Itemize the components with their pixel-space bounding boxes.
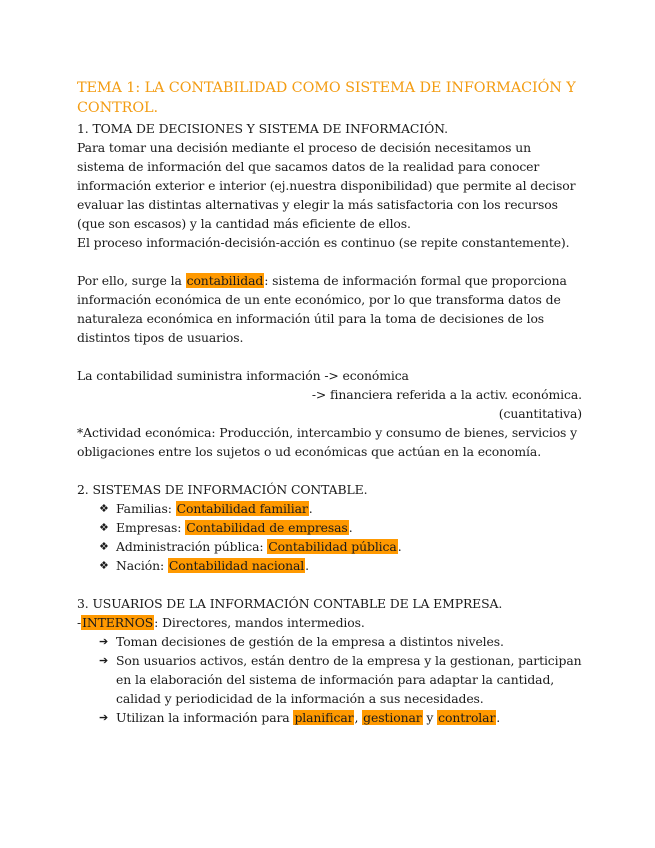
list-item: ❖ Nación: Contabilidad nacional. <box>77 556 582 575</box>
list-item: ❖ Empresas: Contabilidad de empresas. <box>77 518 582 537</box>
section-1-paragraph-3 <box>77 271 582 347</box>
document-title: TEMA 1: LA CONTABILIDAD COMO SISTEMA DE INFORMACIÓN Y CONTROL. <box>77 80 576 116</box>
highlight-contabilidad-publica: Contabilidad pública <box>268 539 397 554</box>
supply-line-financiera: -> financiera referida a la activ. económica. <box>311 387 582 402</box>
highlight-contabilidad-empresas: Contabilidad de empresas <box>186 520 348 535</box>
list-item: ➔ Toman decisiones de gestión de la empresa a distintos niveles. <box>77 632 582 651</box>
highlight-controlar: controlar <box>438 710 496 725</box>
supply-line-economica: La contabilidad suministra información -> económica <box>77 368 409 383</box>
section-3-heading: 3. USUARIOS DE LA INFORMACIÓN CONTABLE DE LA EMPRESA. <box>77 596 503 611</box>
section-2-heading: 2. SISTEMAS DE INFORMACIÓN CONTABLE. <box>77 482 368 497</box>
section-1-heading: 1. TOMA DE DECISIONES Y SISTEMA DE INFORMACIÓN. <box>77 121 448 136</box>
list-item: ➔ Utilizan la información para planificar, gestionar y controlar. <box>77 708 582 727</box>
para3-text-end: : sistema de información formal que proporciona información económica de un ente económico, por lo que transforma datos de naturaleza económica en información útil para la toma de decisiones de los distintos tipos de usuarios. <box>77 273 567 345</box>
highlight-contabilidad-familiar: Contabilidad familiar <box>176 501 308 516</box>
economic-activity-note: *Actividad económica: Producción, intercambio y consumo de bienes, servicios y obligaciones entre los sujetos o ud económicas que actúan en la economía. <box>77 425 578 459</box>
section-1-paragraph-2: El proceso información-decisión-acción es continuo (se repite constantemente). <box>77 235 570 250</box>
list-item: ➔ Son usuarios activos, están dentro de la empresa y la gestionan, participan en la elaboración del sistema de información para adaptar la cantidad, calidad y periodicidad de la información a sus necesidades. <box>77 651 582 708</box>
list-item: ❖ Familias: Contabilidad familiar. <box>77 499 582 518</box>
highlight-planificar: planificar <box>294 710 354 725</box>
highlight-contabilidad-nacional: Contabilidad nacional <box>168 558 305 573</box>
internal-users-list <box>77 632 582 727</box>
accounting-systems-list <box>77 499 582 575</box>
document-body <box>77 78 582 727</box>
list-item: ❖ Administración pública: Contabilidad pública. <box>77 537 582 556</box>
highlight-contabilidad: contabilidad <box>186 273 264 288</box>
section-1-paragraph-1: Para tomar una decisión mediante el proceso de decisión necesitamos un sistema de información del que sacamos datos de la realidad para conocer información exterior e interior (ej.nuestra disponibilidad) que permite al decisor evaluar las distintas alternativas y elegir la más satisfactoria con los recursos (que son escasos) y la cantidad más eficiente de ellos. <box>77 140 576 231</box>
supply-line-cuantitativa: (cuantitativa) <box>498 406 582 421</box>
para3-text-start: Por ello, surge la <box>77 273 186 288</box>
internos-line: -INTERNOS: Directores, mandos intermedios. <box>77 615 365 630</box>
highlight-internos: INTERNOS <box>82 615 154 630</box>
highlight-gestionar: gestionar <box>363 710 422 725</box>
